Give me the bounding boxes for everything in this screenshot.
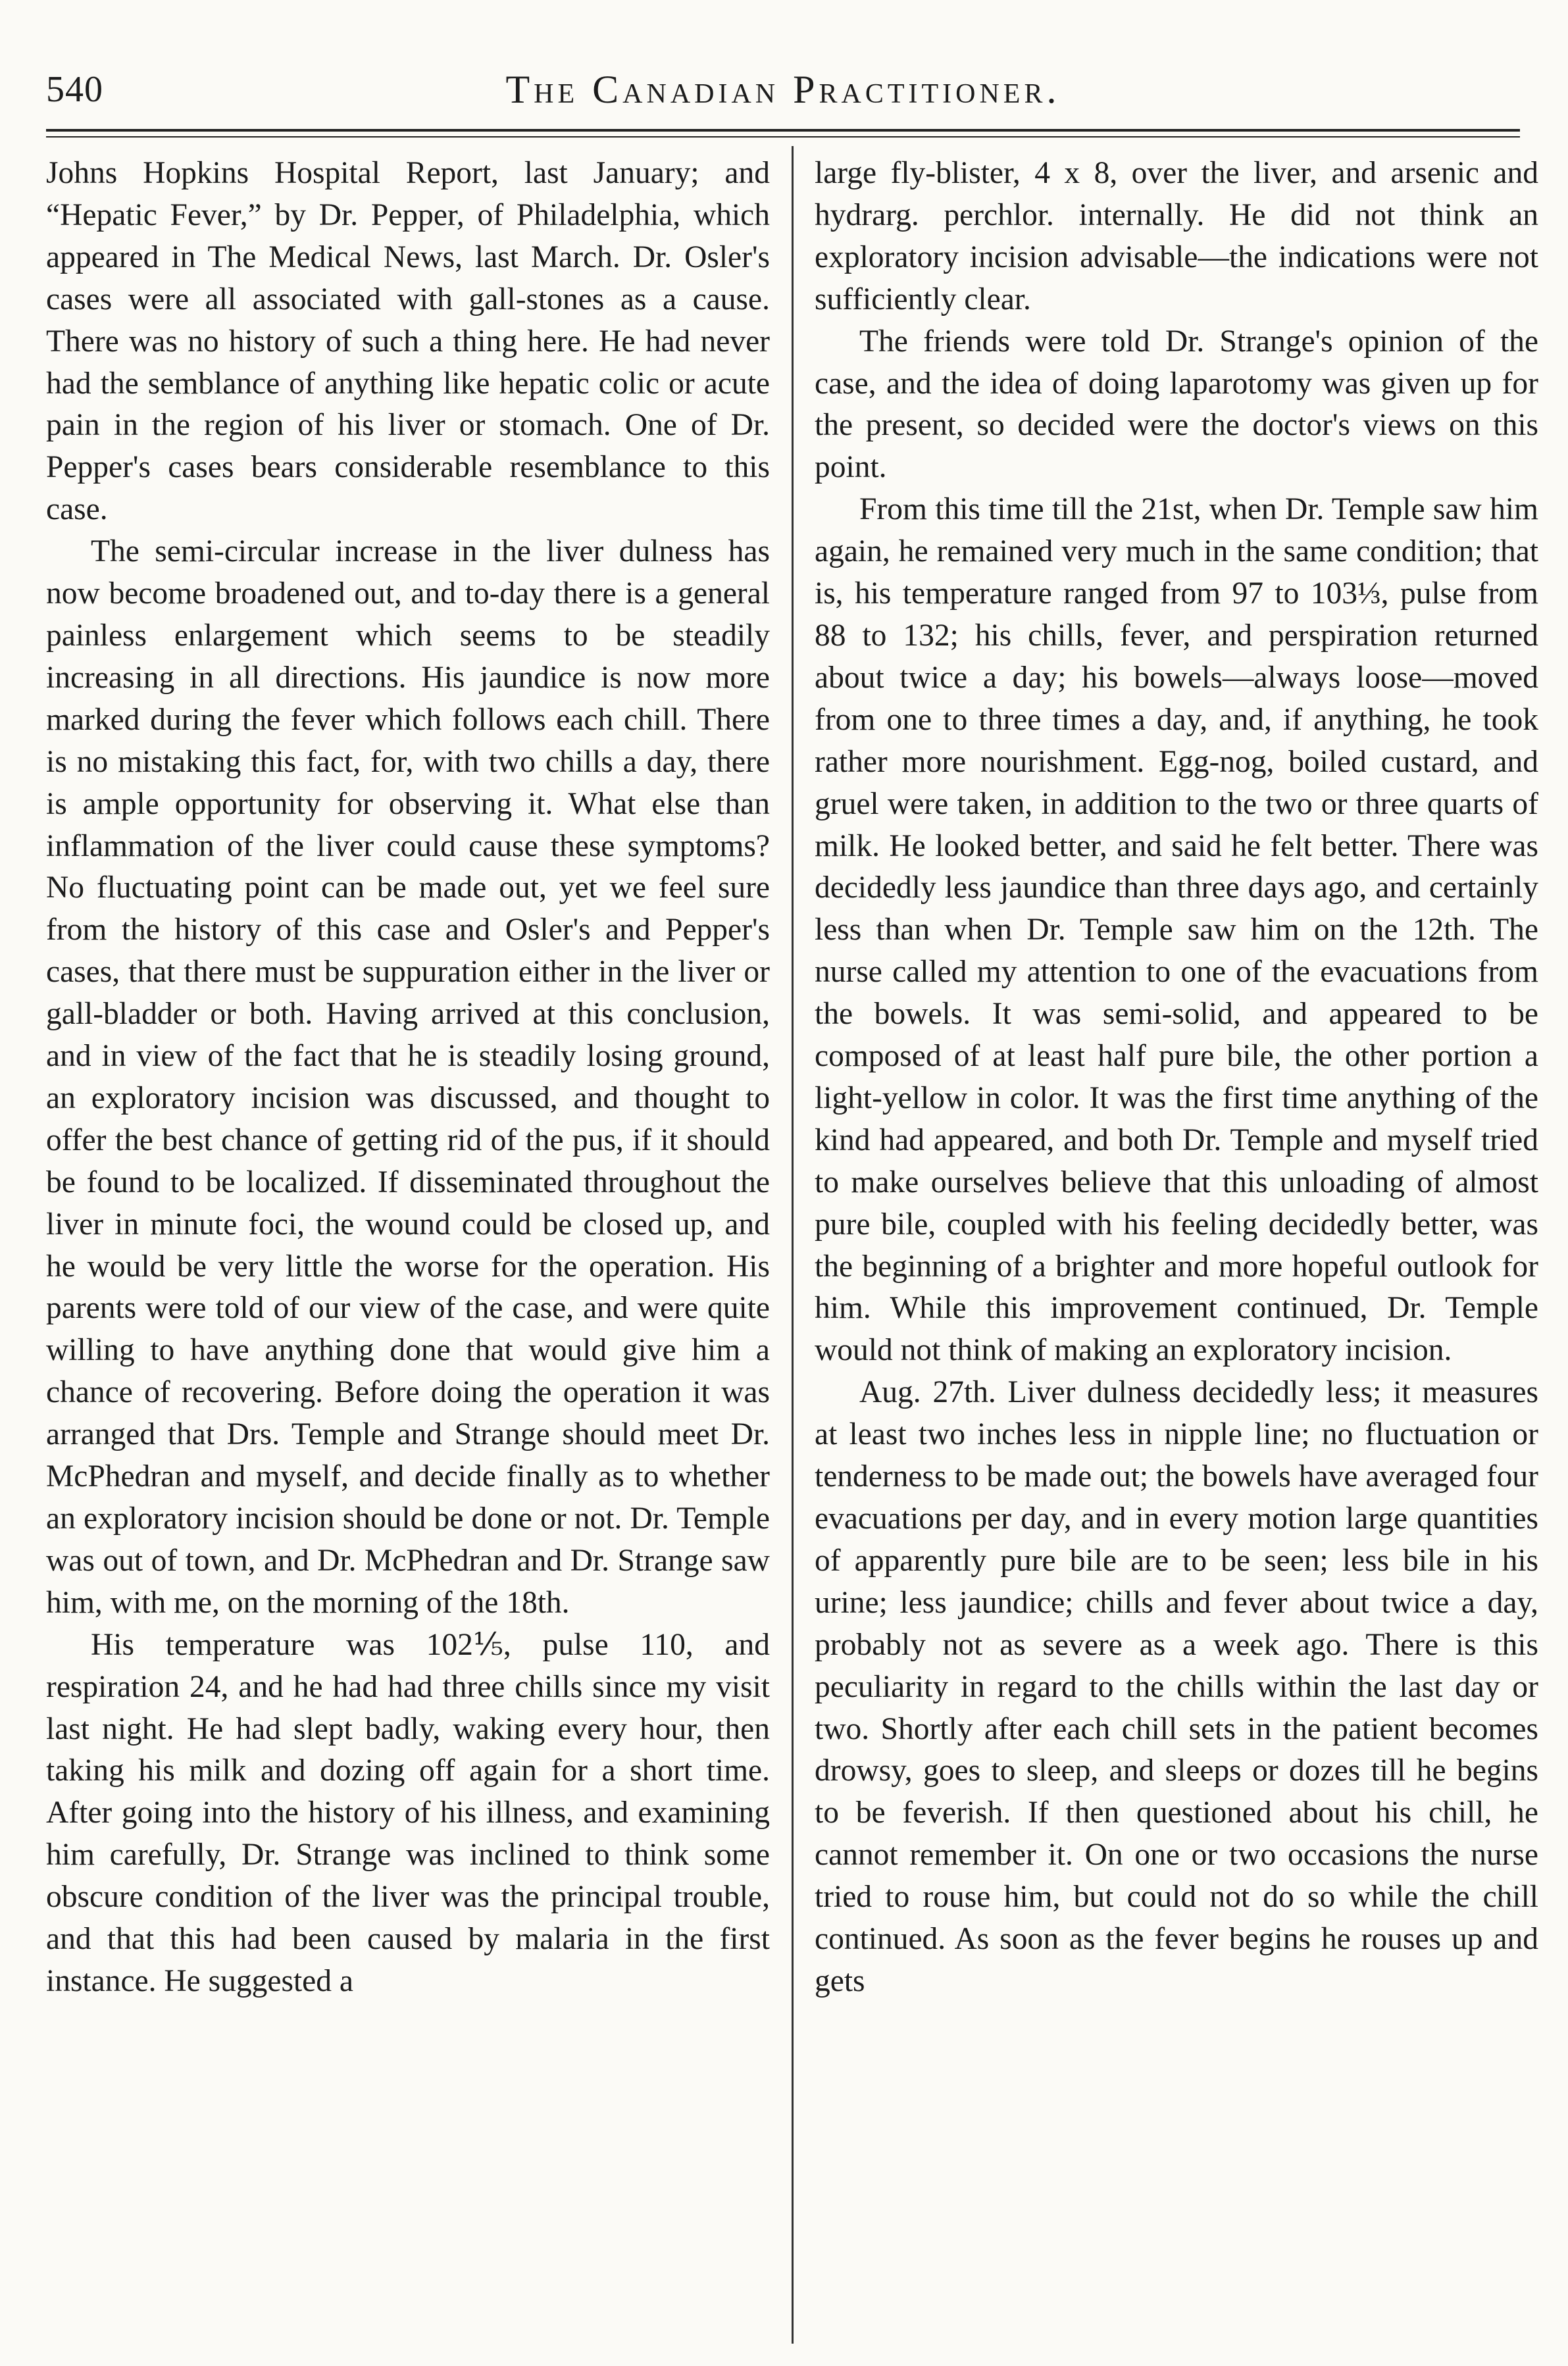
left-column <box>46 153 770 2350</box>
paragraph: The friends were told Dr. Strange's opinion of the case, and the idea of doing laparotomy was given up for the present, so decided were the doctor's views on this point. <box>815 324 1538 485</box>
paragraph: large fly-blister, 4 x 8, over the liver, and arsenic and hydrarg. perchlor. internally. He did not think an exploratory incision advisable—the indications were not sufficiently clear. <box>815 156 1538 316</box>
header-rule-thin <box>46 136 1520 138</box>
journal-title: The Canadian Practitioner. <box>505 68 1061 111</box>
right-column <box>815 153 1538 2350</box>
paragraph: The semi-circular increase in the liver dulness has now become broadened out, and to-day there is a general painless enlargement which seems to be steadily increasing in all directions. His jaundice is now more marked during the fever which follows each chill. There is no mistaking this fact, for, with two chills a day, there is ample opportunity for observing it. What else than inflammation of the liver could cause these symptoms? No fluctuating point can be made out, yet we feel sure from the history of this case and Osler's and Pepper's cases, that there must be suppuration either in the liver or gall-bladder or both. Having arrived at this conclusion, and in view of the fact that he is steadily losing ground, an exploratory incision was discussed, and thought to offer the best chance of getting rid of the pus, if it should be found to be localized. If disseminated throughout the liver in minute foci, the wound could be closed up, and he would be very little the worse for the operation. His parents were told of our view of the case, and were quite willing to have anything done that would give him a chance of recovering. Before doing the operation it was arranged that Drs. Temple and Strange should meet Dr. McPhedran and myself, and decide finally as to whether an exploratory incision should be done or not. Dr. Temple was out of town, and Dr. McPhedran and Dr. Strange saw him, with me, on the morning of the 18th. <box>46 534 770 1620</box>
running-header <box>46 61 1520 120</box>
paragraph: His temperature was 102⅕, pulse 110, and respiration 24, and he had had three chills since my visit last night. He had slept badly, waking every hour, then taking his milk and dozing off again for a short time. After going into the history of his illness, and examining him carefully, Dr. Strange was inclined to think some obscure condition of the liver was the principal trouble, and that this had been caused by malaria in the first instance. He suggested a <box>46 1627 770 1998</box>
page-number: 540 <box>46 69 103 110</box>
column-divider <box>792 146 794 2344</box>
paragraph: Aug. 27th. Liver dulness decidedly less; it measures at least two inches less in nipple line; no fluctuation or tenderness to be made out; the bowels have averaged four evacuations per day, and in every motion large quantities of apparently pure bile are to be seen; less bile in his urine; less jaundice; chills and fever about twice a day, probably not as severe as a week ago. There is this peculiarity in regard to the chills within the last day or two. Shortly after each chill sets in the patient becomes drowsy, goes to sleep, and sleeps or dozes till he begins to be feverish. If then questioned about his chill, he cannot remember it. On one or two occasions the nurse tried to rouse him, but could not do so while the chill continued. As soon as the fever begins he rouses up and gets <box>815 1375 1538 1998</box>
paragraph: From this time till the 21st, when Dr. Temple saw him again, he remained very much in the same condition; that is, his temperature ranged from 97 to 103⅓, pulse from 88 to 132; his chills, fever, and perspiration returned about twice a day; his bowels—always loose—moved from one to three times a day, and, if anything, he took rather more nourishment. Egg-nog, boiled custard, and gruel were taken, in addition to the two or three quarts of milk. He looked better, and said he felt better. There was decidedly less jaundice than three days ago, and certainly less than when Dr. Temple saw him on the 12th. The nurse called my attention to one of the evacuations from the bowels. It was semi-solid, and appeared to be composed of at least half pure bile, the other portion a light-yellow in color. It was the first time anything of the kind had appeared, and both Dr. Temple and myself tried to make ourselves believe that this unloading of almost pure bile, coupled with his feeling decidedly better, was the beginning of a brighter and more hopeful outlook for him. While this improvement continued, Dr. Temple would not think of making an exploratory incision. <box>815 492 1538 1368</box>
header-rule-thick <box>46 129 1520 132</box>
paragraph: Johns Hopkins Hospital Report, last January; and “Hepatic Fever,” by Dr. Pepper, of Philadelphia, which appeared in The Medical News, last March. Dr. Osler's cases were all associated with gall-stones as a cause. There was no history of such a thing here. He had never had the semblance of anything like hepatic colic or acute pain in the region of his liver or stomach. One of Dr. Pepper's cases bears considerable resemblance to this case. <box>46 156 770 527</box>
